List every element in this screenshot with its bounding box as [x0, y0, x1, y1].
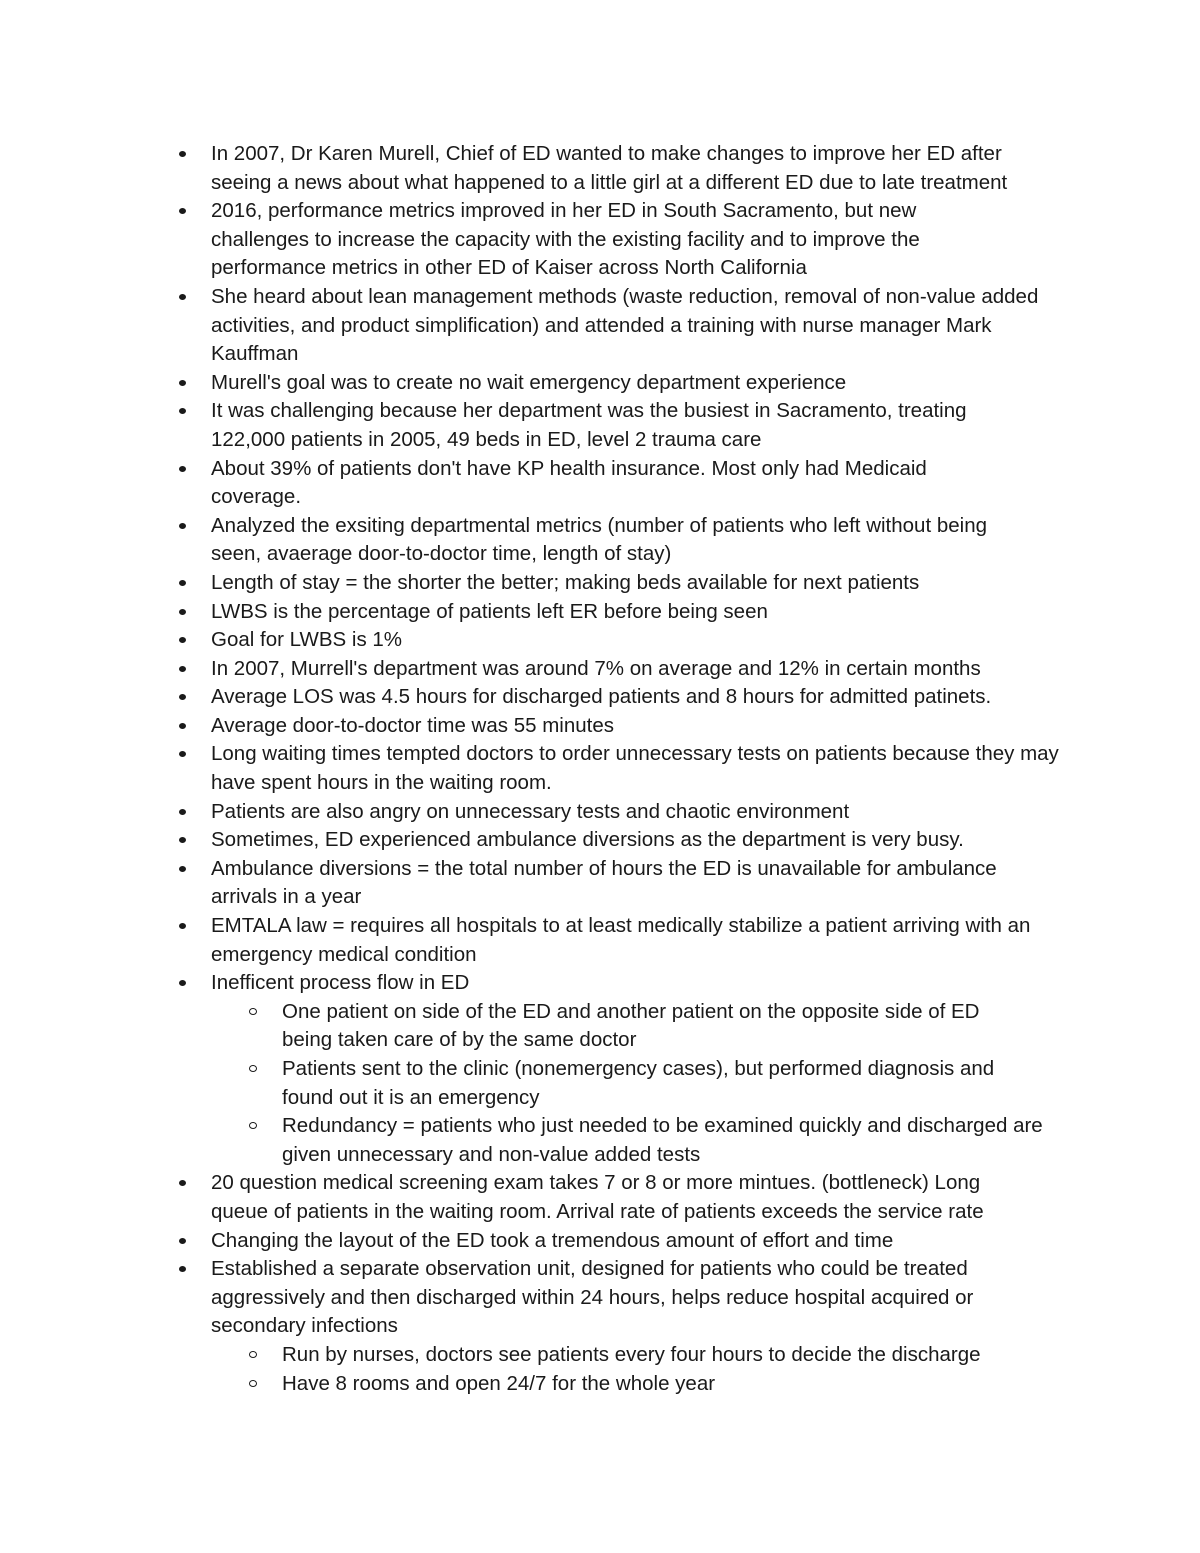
bullet-icon [179, 980, 186, 986]
sub-list-item [282, 1055, 1042, 1112]
list-item-text: Average door-to-doctor time was 55 minutes [211, 713, 614, 737]
bullet-icon [179, 1180, 186, 1186]
sub-list-item [282, 1370, 1041, 1399]
circle-bullet-icon [249, 1065, 257, 1072]
list-item-text: Length of stay = the shorter the better; making beds available for next patients [211, 570, 920, 594]
list-item [211, 712, 1081, 741]
list-item [211, 798, 1081, 827]
sub-list-item-text: One patient on side of the ED and another patient on the opposite side of ED being taken care of by the same doctor [282, 999, 980, 1052]
list-item-text: In 2007, Murrell's department was around 7% on average and 12% in certain months [211, 656, 981, 680]
list-item-text: Long waiting times tempted doctors to order unnecessary tests on patients because they may have spent hours in the waiting room. [211, 742, 1059, 795]
list-item [211, 683, 1081, 712]
list-item-text: Inefficent process flow in ED [211, 971, 470, 995]
list-item-text: She heard about lean management methods (waste reduction, removal of non-value added activities, and product simplification) and attended a training with nurse manager Mark Kauffman [211, 284, 1039, 366]
list-item [211, 826, 1081, 855]
bullet-icon [179, 466, 186, 472]
list-item [211, 655, 1081, 684]
list-item [211, 512, 1041, 569]
sub-list-item [282, 1112, 1057, 1169]
list-item-text: Sometimes, ED experienced ambulance diversions as the department is very busy. [211, 828, 964, 852]
bullet-icon [179, 609, 186, 615]
bullet-icon [179, 866, 186, 872]
bullet-icon [179, 666, 186, 672]
bullet-icon [179, 523, 186, 529]
list-item [211, 598, 1081, 627]
list-item-text: 20 question medical screening exam takes 7 or 8 or more mintues. (bottleneck) Long queue of patients in the waiting room. Arrival rate of patients exceeds the service rate [211, 1171, 984, 1223]
sub-list-item-text: Patients sent to the clinic (nonemergency cases), but performed diagnosis and found out it is an emergency [282, 1057, 995, 1109]
list-item-text: Goal for LWBS is 1% [211, 628, 403, 652]
bullet-icon [179, 151, 186, 157]
circle-bullet-icon [249, 1122, 257, 1129]
sub-list-item-text: Redundancy = patients who just needed to be examined quickly and discharged are given unnecessary and non-value added tests [282, 1114, 1043, 1166]
list-item [211, 1255, 1041, 1398]
list-item [211, 1169, 1041, 1226]
circle-bullet-icon [249, 1008, 257, 1015]
list-item [211, 855, 1051, 912]
notes-list [211, 140, 1081, 1398]
bullet-icon [179, 809, 186, 815]
list-item [211, 569, 1081, 598]
circle-bullet-icon [249, 1380, 257, 1387]
list-item-text: Ambulance diversions = the total number of hours the ED is unavailable for ambulance arrivals in a year [211, 856, 997, 909]
list-item-text: It was challenging because her department was the busiest in Sacramento, treating 122,000 patients in 2005, 49 beds in ED, level 2 trauma care [211, 399, 967, 451]
list-item [211, 969, 1081, 1169]
list-item [211, 1227, 1081, 1256]
sub-list [211, 1341, 1041, 1398]
list-item [211, 140, 1061, 197]
list-item-text: LWBS is the percentage of patients left ER before being seen [211, 599, 768, 623]
bullet-icon [179, 723, 186, 729]
bullet-icon [179, 1238, 186, 1244]
list-item-text: 2016, performance metrics improved in her ED in South Sacramento, but new challenges to increase the capacity with the existing facility and to improve the performance metrics in other ED of Kaiser across North California [211, 199, 920, 280]
list-item-text: Murell's goal was to create no wait emergency department experience [211, 370, 847, 394]
sub-list [211, 998, 1081, 1170]
list-item [211, 626, 1081, 655]
list-item-text: In 2007, Dr Karen Murell, Chief of ED wanted to make changes to improve her ED after seeing a news about what happened to a little girl at a different ED due to late treatment [211, 142, 1008, 194]
list-item [211, 912, 1056, 969]
list-item [211, 455, 981, 512]
list-item [211, 740, 1071, 797]
sub-list-item [282, 998, 1032, 1055]
circle-bullet-icon [249, 1351, 257, 1358]
bullet-icon [179, 208, 186, 214]
list-item [211, 397, 1021, 454]
bullet-icon [179, 837, 186, 843]
bullet-icon [179, 751, 186, 757]
list-item [211, 197, 971, 283]
bullet-icon [179, 923, 186, 929]
bullet-icon [179, 580, 186, 586]
bullet-icon [179, 694, 186, 700]
list-item [211, 283, 1056, 369]
sub-list-item [282, 1341, 1041, 1370]
list-item-text: Analyzed the exsiting departmental metrics (number of patients who left without being seen, avaerage door-to-doctor time, length of stay) [211, 513, 987, 566]
sub-list-item-text: Run by nurses, doctors see patients every four hours to decide the discharge [282, 1342, 981, 1366]
bullet-icon [179, 408, 186, 414]
sub-list-item-text: Have 8 rooms and open 24/7 for the whole year [282, 1371, 716, 1395]
bullet-icon [179, 380, 186, 386]
list-item-text: About 39% of patients don't have KP health insurance. Most only had Medicaid coverage. [211, 456, 927, 509]
list-item-text: EMTALA law = requires all hospitals to at least medically stabilize a patient arriving with an emergency medical condition [211, 914, 1031, 966]
bullet-icon [179, 637, 186, 643]
list-item-text: Established a separate observation unit, designed for patients who could be treated aggressively and then discharged within 24 hours, helps reduce hospital acquired or secondary infections [211, 1257, 974, 1338]
bullet-icon [179, 294, 186, 300]
bullet-icon [179, 1266, 186, 1272]
list-item-text: Average LOS was 4.5 hours for discharged patients and 8 hours for admitted patinets. [211, 685, 992, 709]
list-item-text: Patients are also angry on unnecessary tests and chaotic environment [211, 799, 850, 823]
list-item-text: Changing the layout of the ED took a tremendous amount of effort and time [211, 1228, 894, 1252]
list-item [211, 369, 1081, 398]
